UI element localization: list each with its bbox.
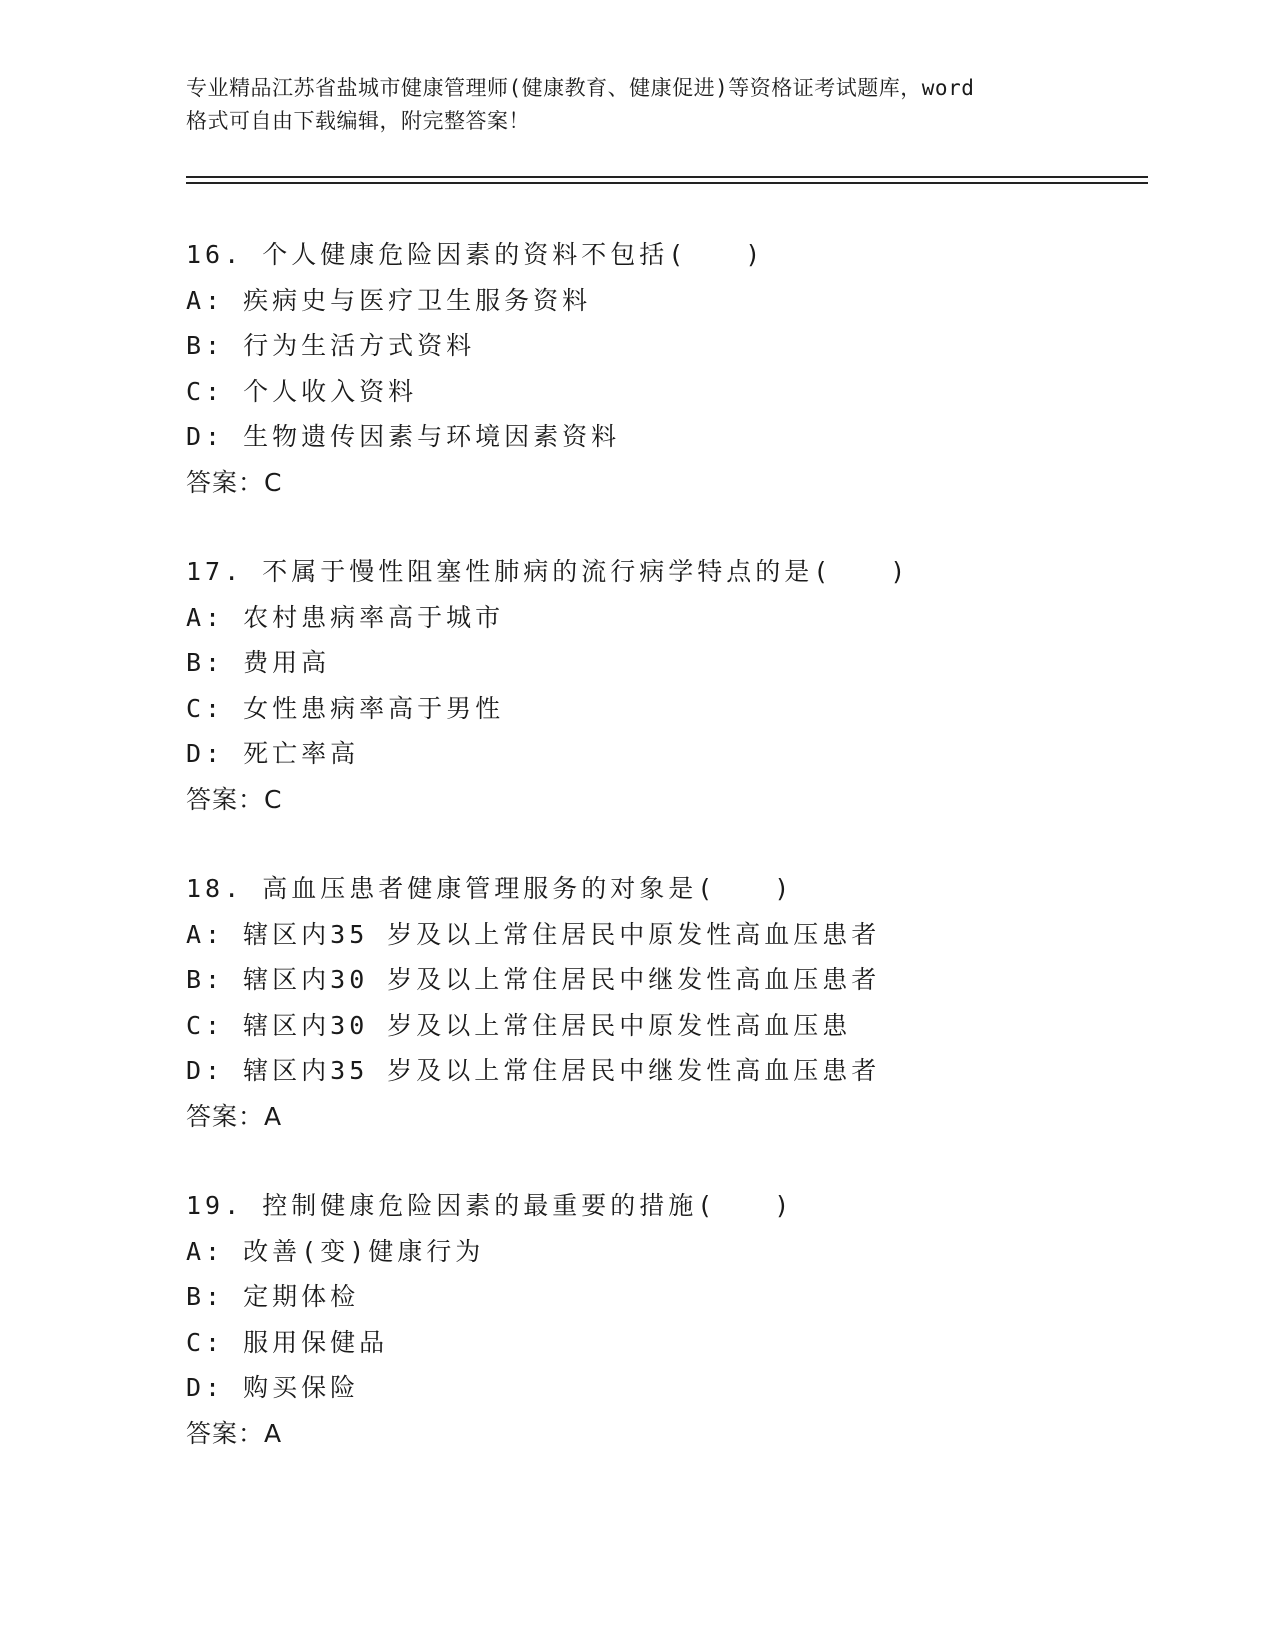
- header-rule-bottom: [186, 182, 1148, 184]
- question-stem: 18. 高血压患者健康管理服务的对象是( ): [186, 874, 794, 903]
- option-b: B: 定期体检: [186, 1282, 360, 1311]
- option-d: D: 辖区内35 岁及以上常住居民中继发性高血压患者: [186, 1056, 881, 1085]
- header-line-2: 格式可自由下载编辑，附完整答案！: [186, 109, 530, 133]
- question-stem: 19. 控制健康危险因素的最重要的措施( ): [186, 1191, 794, 1220]
- question-18: [186, 866, 1126, 1139]
- answer: 答案：C: [186, 784, 283, 814]
- option-a: A: 农村患病率高于城市: [186, 602, 505, 632]
- answer: 答案：C: [186, 467, 283, 497]
- option-b: B: 费用高: [186, 648, 331, 677]
- option-c: C: 辖区内30 岁及以上常住居民中原发性高血压患: [186, 1010, 852, 1040]
- option-c: C: 个人收入资料: [186, 376, 418, 406]
- question-19: [186, 1183, 1126, 1456]
- header-rule-top: [186, 176, 1148, 178]
- option-a: A: 疾病史与医疗卫生服务资料: [186, 285, 592, 315]
- header-line-1: 专业精品江苏省盐城市健康管理师(健康教育、健康促进)等资格证考试题库，word: [186, 76, 975, 100]
- option-b: B: 辖区内30 岁及以上常住居民中继发性高血压患者: [186, 965, 881, 994]
- question-stem: 16. 个人健康危险因素的资料不包括( ): [186, 240, 765, 269]
- question-16: [186, 232, 1126, 505]
- option-c: C: 服用保健品: [186, 1327, 389, 1357]
- option-b: B: 行为生活方式资料: [186, 331, 476, 360]
- option-d: D: 购买保险: [186, 1373, 360, 1402]
- question-17: [186, 549, 1126, 822]
- option-a: A: 辖区内35 岁及以上常住居民中原发性高血压患者: [186, 919, 881, 949]
- option-d: D: 死亡率高: [186, 739, 360, 768]
- option-d: D: 生物遗传因素与环境因素资料: [186, 422, 621, 451]
- answer: 答案：A: [186, 1418, 283, 1448]
- option-a: A: 改善(变)健康行为: [186, 1236, 485, 1266]
- document-header: [186, 72, 1086, 138]
- question-stem: 17. 不属于慢性阻塞性肺病的流行病学特点的是( ): [186, 557, 910, 586]
- option-c: C: 女性患病率高于男性: [186, 693, 505, 723]
- answer: 答案：A: [186, 1101, 283, 1131]
